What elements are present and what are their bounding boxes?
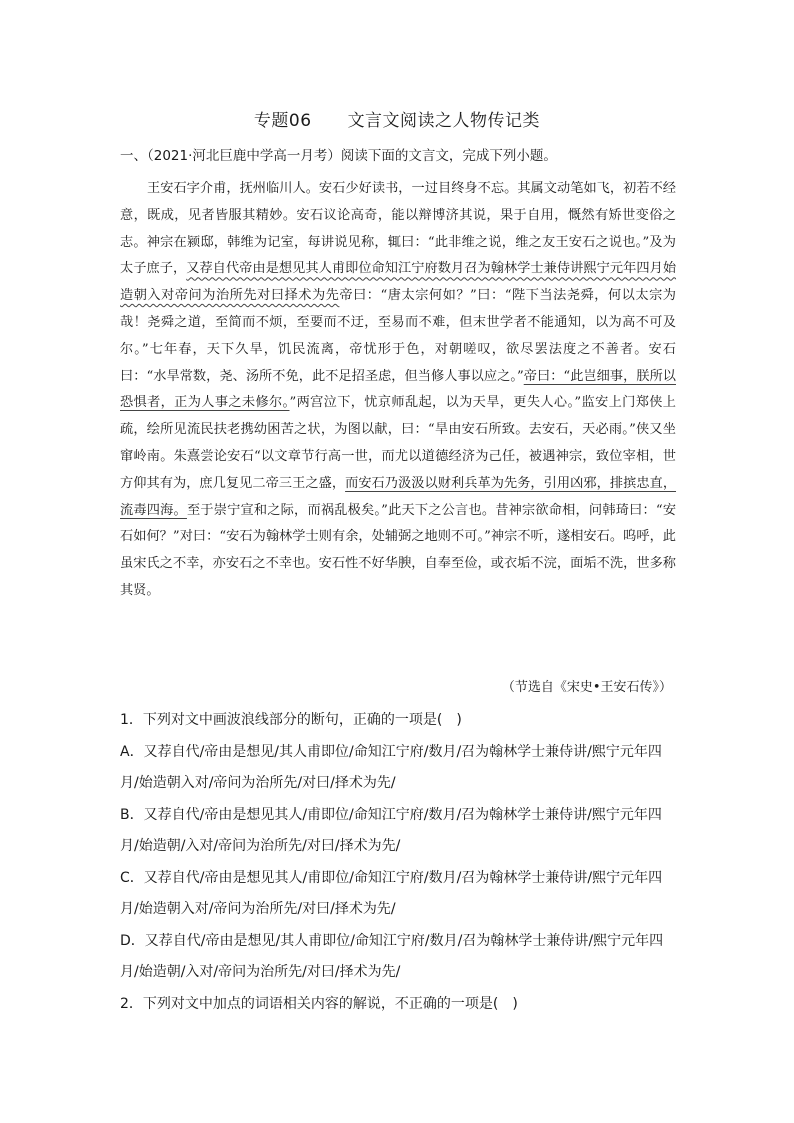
- topic-number: 专题06: [253, 111, 312, 131]
- option-b-line-2: 月/始造朝/入对/帝问为治所先/对曰/择术为先/: [120, 838, 401, 854]
- topic-name: 文言文阅读之人物传记类: [347, 111, 541, 131]
- question-1: 1．下列对文中画波浪线部分的断句，正确的一项是( ): [120, 712, 462, 728]
- option-b-line-1: B．又荐自代/帝由是想见其人/甫即位/命知江宁府/数月/召为翰林学士兼侍讲/熙宁元年四: [120, 806, 662, 823]
- option-a-line-2: 月/始造朝入对/帝问为治所先/对曰/择术为先/: [120, 775, 396, 791]
- option-d-line-1: D．又荐自代/帝由是想见/其人甫即位/命知江宁府/数月/召为翰林学士兼侍讲/熙宁元年四: [120, 932, 664, 949]
- underlined-sentence-2: 而安石乃汲汲以财利兵革为先务，引用凶邪，排摈忠直，流毒四海。: [120, 475, 677, 518]
- question-list: [120, 705, 680, 1020]
- option-a-line-1: A．又荐自代/帝由是想见/其人甫即位/命知江宁府/数月/召为翰林学士兼侍讲/熙宁元年四: [120, 743, 662, 760]
- question-2: 2．下列对文中加点的词语相关内容的解说，不正确的一项是( ): [120, 995, 518, 1012]
- page-title: [0, 106, 794, 131]
- option-c-line-2: 月/始造朝入对/帝问为治所先/对曰/择术为先/: [120, 901, 396, 917]
- passage-source: （节选自《宋史•王安石传》）: [501, 680, 672, 695]
- section-intro: 一、（2021·河北巨鹿中学高一月考）阅读下面的文言文，完成下列小题。: [120, 148, 557, 164]
- classical-passage: [120, 176, 676, 605]
- underlined-sentence-1: 帝曰：“此岂细事，朕所以恐惧者，正为人事之未修尔。: [120, 368, 676, 411]
- option-c-line-1: C．又荐自代/帝由是想见其人/甫即位/命知江宁府/数月/召为翰林学士兼侍讲/熙宁元年四: [120, 869, 663, 886]
- option-d-line-2: 月/始造朝/入对/帝问为治所先/对曰/择术为先/: [120, 964, 401, 980]
- passage-text-1: 王安石字介甫，抚州临川人。安石少好读书，一过目终身不忘。其属文动笔如飞，初若不经意，既成，见者皆服其精妙。安石议论高奇，能以辩博济其说，果于自用，慨然有矫世变俗之志。神宗在颍邸，韩维为记室，每讲说见称，辄曰：“此非维之说，维之友王安石之说也。”及为太子庶子，: [120, 181, 676, 277]
- passage-text-3: ”两宫泣下，忧京师乱起，以为天旱，更失人心。”监安上门郑侠上疏，绘所见流民扶老携幼困苦之状，为图以献，曰：“旱由安石所致。去安石，天必雨。”侠又坐窜岭南。朱熹尝论安石“以文章节行高一世，而尤以道德经济为己任，被遇神宗，致位宰相，世方仰其有为，庶几复见二帝三王之盛，: [120, 395, 676, 491]
- passage-text-2: 帝曰：“唐太宗何如？”曰：“陛下当法尧舜，何以太宗为哉！尧舜之道，至简而不烦，至要而不迂，至易而不难，但末世学者不能通知，以为高不可及尔。”七年春，天下久旱，饥民流离，帝忧形于色，对朝嗟叹，欲尽罢法度之不善者。安石曰：“水旱常数，尧、汤所不免，此不足招圣虑，但当修人事以应之。”: [120, 288, 676, 384]
- passage-text-4: 至于崇宁宣和之际，而祸乱极矣。”此天下之公言也。昔神宗欲命相，问韩琦曰：“安石如何？”对曰：“安石为翰林学士则有余，处辅弼之地则不可。”神宗不听，遂相安石。呜呼，此虽宋氏之不幸，亦安石之不幸也。安石性不好华腴，自奉至俭，或衣垢不浣，面垢不洗，世多称其贤。: [120, 502, 677, 598]
- wavy-underlined-sentence: 又荐自代帝由是想见其人甫即位命知江宁府数月召为翰林学士兼侍讲熙宁元年四月始造朝入对帝问为治所先对曰择术为先: [120, 261, 677, 304]
